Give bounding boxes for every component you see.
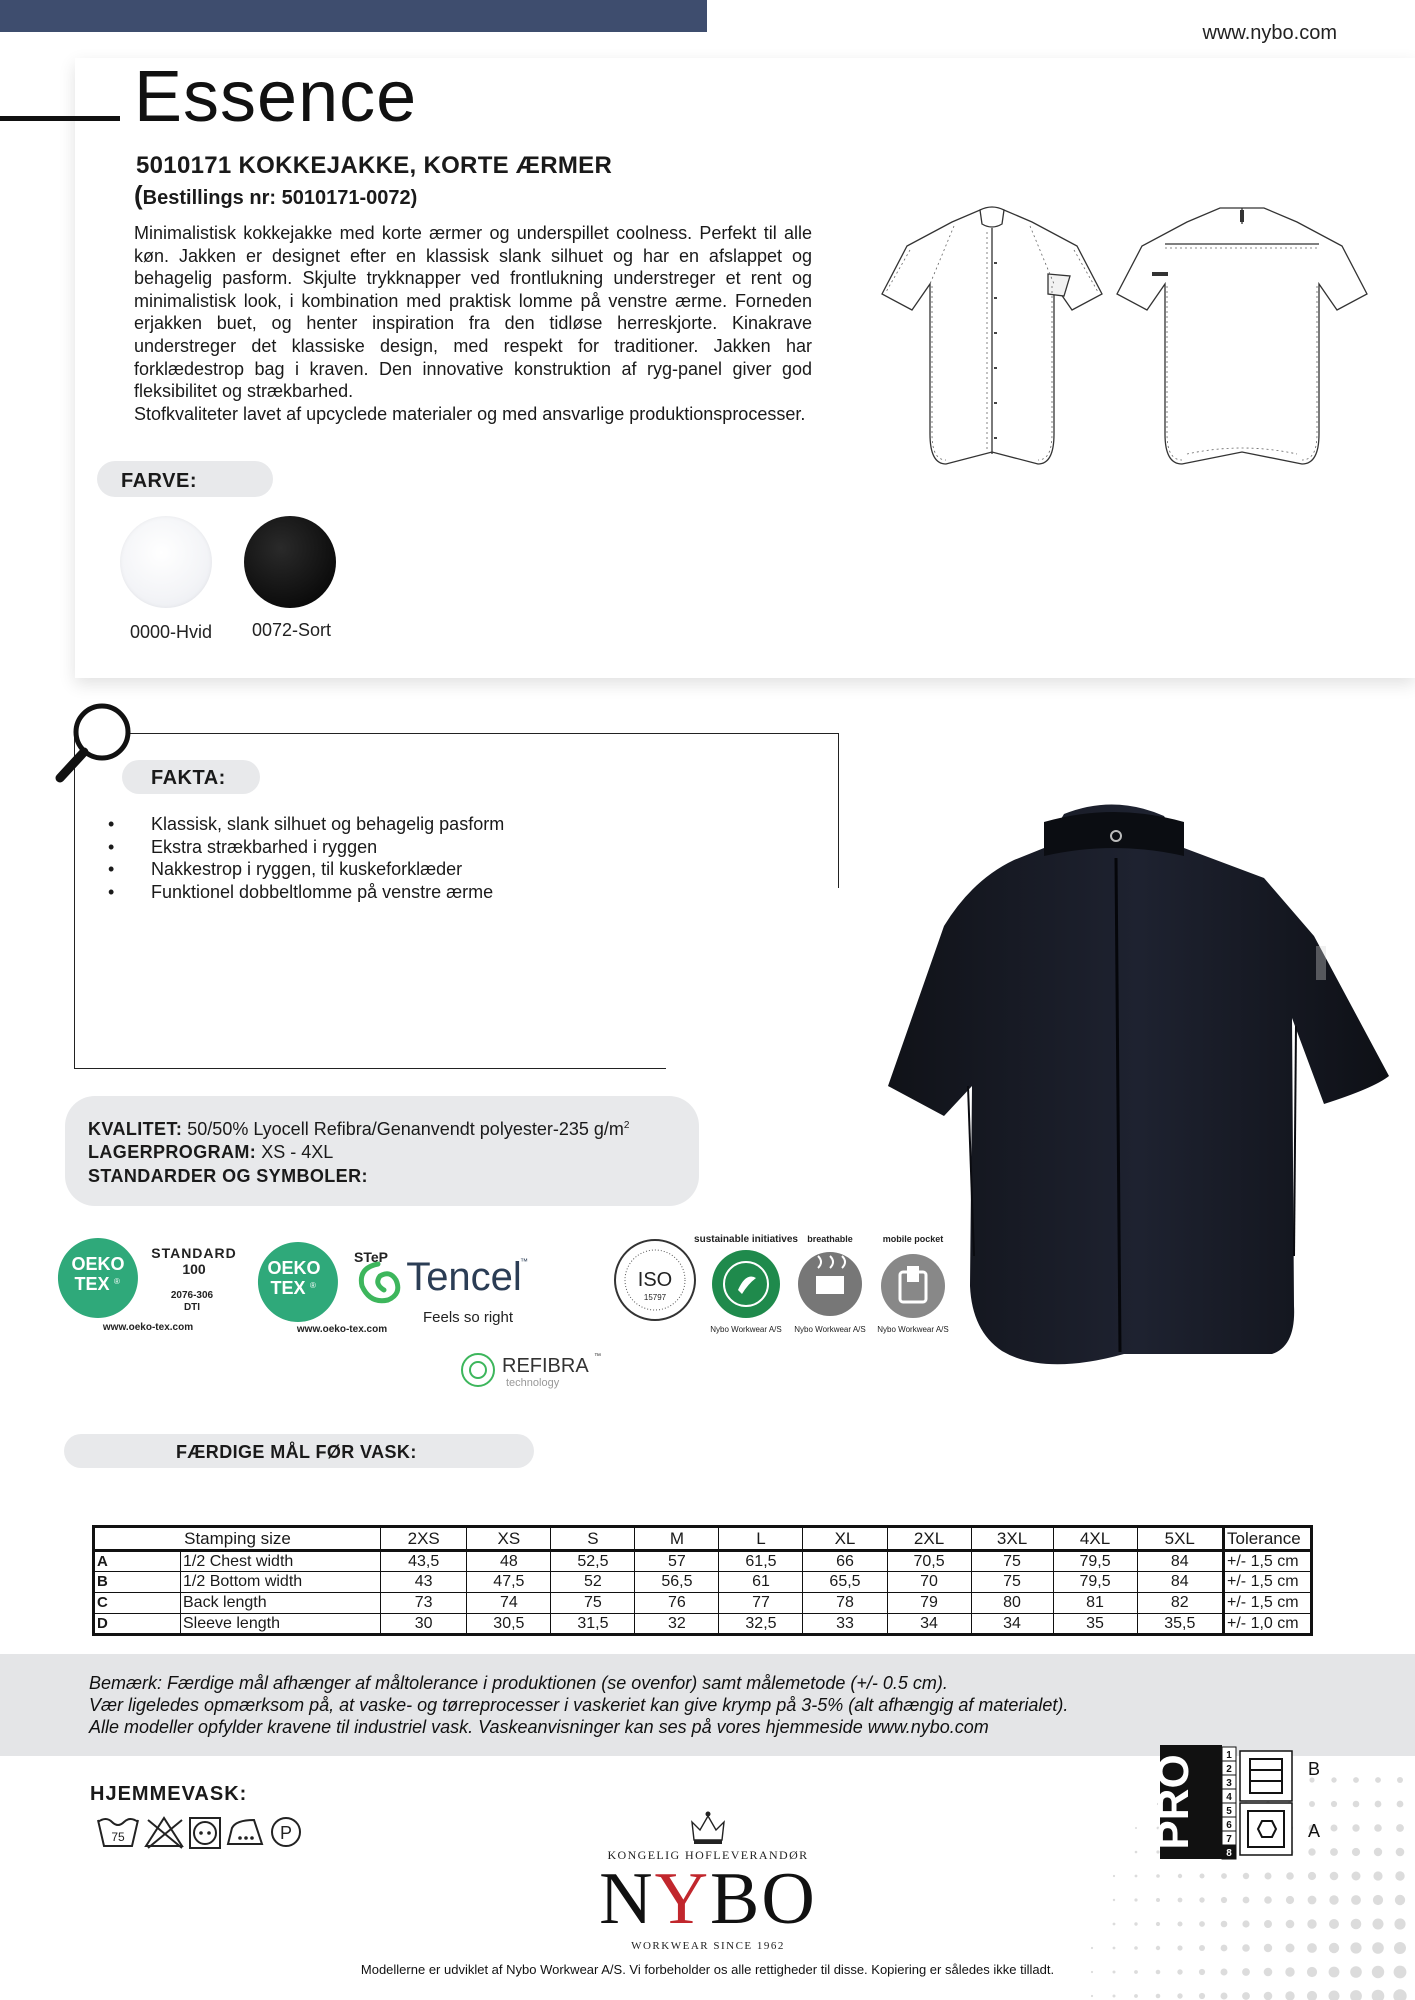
decor-dot (1199, 1897, 1204, 1902)
quality-key: KVALITET: (88, 1119, 183, 1139)
refibra-name: REFIBRA (502, 1355, 589, 1377)
color-name-black: 0072-Sort (252, 620, 332, 640)
decor-dot (1113, 1923, 1116, 1926)
pro-level: 4 (1226, 1792, 1232, 1803)
badge1-top: sustainable initiatives (694, 1234, 798, 1245)
decor-dot (1199, 1921, 1205, 1927)
color-name-white: 0000-Hvid (130, 622, 213, 642)
decor-dot (1199, 1993, 1205, 1999)
cell: 52,5 (551, 1551, 635, 1572)
decor-dot (1375, 1777, 1381, 1783)
cell: 65,5 (803, 1572, 887, 1593)
refibra-logo (462, 1353, 601, 1389)
tencel-tm: ™ (520, 1257, 528, 1266)
decor-dot (1397, 1777, 1403, 1783)
oeko1-brand2: TEX (74, 1274, 110, 1294)
note-line: Alle modeller opfylder kravene til industriel vask. Vaskeanvisninger kan ses på vores hjemmeside www.nybo.com (89, 1717, 989, 1737)
oeko2-brand: OEKO (267, 1258, 321, 1278)
oeko1-url: www.oeko-tex.com (102, 1322, 194, 1333)
tolerance-label: Tolerance (1224, 1527, 1312, 1551)
decor-dot (1243, 1897, 1250, 1904)
tencel-logo (361, 1255, 528, 1326)
decor-dot (1113, 1995, 1116, 1998)
row-name: Back length (181, 1593, 381, 1614)
table-row (94, 1614, 1312, 1635)
order-number (134, 180, 417, 211)
decor-dot (1243, 1873, 1249, 1879)
oeko-tex-step-logo (258, 1242, 388, 1335)
pro-level: 5 (1226, 1806, 1232, 1817)
cell: 80 (971, 1593, 1053, 1614)
technical-sketch (842, 202, 1392, 472)
decor-dot (1091, 1947, 1093, 1949)
mobile-pocket-badge (877, 1234, 948, 1334)
decor-dot (1352, 1848, 1360, 1856)
decor-dot (1177, 1945, 1182, 1950)
table-row (94, 1551, 1312, 1572)
size-table-header (94, 1527, 1312, 1551)
size-col: 3XL (971, 1527, 1053, 1551)
decor-dot (1221, 1945, 1228, 1952)
oeko2-reg: ® (310, 1281, 316, 1290)
cell: 35,5 (1137, 1614, 1223, 1635)
cell: 48 (467, 1551, 551, 1572)
decor-dot (1264, 1920, 1272, 1928)
row-key: B (94, 1572, 181, 1593)
cell: 43,5 (381, 1551, 467, 1572)
decor-dot (1329, 1895, 1338, 1904)
decor-dot (1286, 1896, 1294, 1904)
badge1-bottom: Nybo Workwear A/S (710, 1325, 782, 1334)
oeko2-url: www.oeko-tex.com (296, 1324, 388, 1335)
row-key: A (94, 1551, 181, 1572)
cell: 82 (1137, 1593, 1223, 1614)
decor-dot (1396, 1824, 1404, 1832)
cell: 70 (887, 1572, 971, 1593)
royal-supplier-text: KONGELIG HOFLEVERANDØR (607, 1848, 809, 1862)
oeko1-code: 2076-306 (170, 1290, 214, 1301)
quality-line (88, 1119, 629, 1140)
no-bleach-icon (146, 1818, 182, 1848)
decor-dot (1374, 1848, 1382, 1856)
decor-dot (1308, 1896, 1317, 1905)
cell: 52 (551, 1572, 635, 1593)
decor-dot (1221, 1993, 1228, 2000)
size-col: S (551, 1527, 635, 1551)
decor-dot (1113, 1947, 1116, 1950)
size-col: 5XL (1137, 1527, 1223, 1551)
pro-a-label: A (1308, 1821, 1321, 1841)
pro-word: PRO (1149, 1754, 1198, 1850)
cell: 84 (1137, 1551, 1223, 1572)
badge3-bottom: Nybo Workwear A/S (877, 1325, 949, 1334)
cell: 73 (381, 1593, 467, 1614)
cell: 75 (971, 1551, 1053, 1572)
home-wash-label: HJEMMEVASK: (90, 1783, 248, 1805)
decor-dot (1373, 1895, 1383, 1905)
decor-dot (1156, 1874, 1160, 1878)
decor-dot (1091, 1995, 1093, 1997)
iron-icon (228, 1820, 262, 1844)
size-col: 4XL (1053, 1527, 1137, 1551)
decor-dot (1307, 1991, 1317, 2000)
cell: 75 (971, 1572, 1053, 1593)
top-accent-bar (0, 0, 707, 32)
standards-key: STANDARDER OG SYMBOLER: (88, 1166, 368, 1186)
fakta-list (108, 813, 504, 903)
oeko1-brand: OEKO (71, 1254, 125, 1274)
order-paren: ( (134, 180, 143, 210)
cell: 31,5 (551, 1614, 635, 1635)
decor-dot (1375, 1801, 1382, 1808)
size-col: M (635, 1527, 719, 1551)
fakta-item: • Funktionel dobbeltlomme på venstre ærme (108, 881, 504, 904)
color-section-label: FARVE: (97, 461, 273, 497)
cell: 79,5 (1053, 1551, 1137, 1572)
decor-dot (1351, 1895, 1361, 1905)
decor-dot (1221, 1897, 1227, 1903)
title-rule (0, 116, 120, 121)
cell: 75 (551, 1593, 635, 1614)
care-symbols (96, 1812, 320, 1852)
order-number-text: Bestillings nr: 5010171-0072) (142, 187, 418, 209)
size-col: 2XS (381, 1527, 467, 1551)
fakta-frame-gap (830, 888, 850, 1078)
decor-dot (1372, 1990, 1385, 2000)
row-tolerance: +/- 1,5 cm (1224, 1593, 1312, 1614)
dry-clean-p-icon (272, 1818, 300, 1846)
decor-dot (1156, 1994, 1161, 1999)
table-row (94, 1593, 1312, 1614)
breathable-badge (794, 1234, 865, 1334)
row-name: 1/2 Chest width (181, 1551, 381, 1572)
notes (89, 1672, 1068, 1738)
decor-dot (1286, 1872, 1294, 1880)
decor-dot (1351, 1919, 1362, 1930)
row-tolerance: +/- 1,0 cm (1224, 1614, 1312, 1635)
decor-dot (1264, 1944, 1272, 1952)
cell: 79 (887, 1593, 971, 1614)
decor-dot (1353, 1777, 1359, 1783)
stock-key: LAGERPROGRAM: (88, 1142, 257, 1162)
decor-dot (1156, 1898, 1160, 1902)
pro-b-label: B (1308, 1759, 1321, 1779)
copyright-text: Modellerne er udviklet af Nybo Workwear A/S. Vi forbeholder os alle rettigheder til disse. Kopiering er således ikke tilladt. (360, 1962, 1055, 1977)
fakta-item: • Klassisk, slank silhuet og behagelig pasform (108, 813, 504, 836)
cell: 47,5 (467, 1572, 551, 1593)
pro-badge (1149, 1745, 1335, 1863)
logo-letter-accent: Y (654, 1858, 711, 1940)
tencel-tagline: Feels so right (422, 1309, 514, 1326)
decor-dot (1329, 1991, 1340, 2000)
oeko1-reg: ® (114, 1277, 120, 1286)
tencel-name: Tencel (406, 1255, 522, 1299)
cell: 61,5 (719, 1551, 803, 1572)
fakta-frame-bottom (74, 1068, 666, 1069)
cell: 77 (719, 1593, 803, 1614)
decor-dot (1178, 1874, 1182, 1878)
badge3-top: mobile pocket (882, 1234, 944, 1244)
cell: 34 (887, 1614, 971, 1635)
row-key: D (94, 1614, 181, 1635)
tumble-dry-icon (190, 1818, 220, 1848)
product-title: 5010171 KOKKEJAKKE, KORTE ÆRMER (136, 152, 613, 179)
oeko-tex-standard-100-logo (58, 1238, 237, 1333)
stock-value: XS - 4XL (261, 1142, 334, 1162)
logo-letters: BO (710, 1858, 817, 1940)
stock-line (88, 1142, 333, 1163)
decor-dot (1178, 1922, 1183, 1927)
decor-dot (1135, 1851, 1138, 1854)
row-tolerance: +/- 1,5 cm (1224, 1572, 1312, 1593)
pro-level: 6 (1226, 1820, 1232, 1831)
decor-dot (1394, 1942, 1406, 1954)
decor-dot (1329, 1943, 1339, 1953)
decor-dot (1221, 1921, 1228, 1928)
decor-dot (1393, 1989, 1406, 2000)
decor-dot (1396, 1848, 1405, 1857)
decor-dot (1394, 1918, 1405, 1929)
decor-dot (1177, 1993, 1182, 1998)
royal-crown-icon (688, 1810, 728, 1846)
row-key: C (94, 1593, 181, 1614)
iso-number: 15797 (643, 1293, 667, 1302)
decor-dot (1199, 1945, 1205, 1951)
decor-dot (1135, 1875, 1138, 1878)
decor-dot (1264, 1992, 1273, 2000)
cell: 81 (1053, 1593, 1137, 1614)
cell: 32 (635, 1614, 719, 1635)
certification-logos (58, 1228, 958, 1398)
decor-dot (1113, 1875, 1115, 1877)
cell: 78 (803, 1593, 887, 1614)
decor-dot (1264, 1896, 1272, 1904)
decor-dot (1308, 1872, 1316, 1880)
fakta-item: • Nakkestrop i ryggen, til kuskeforklæder (108, 858, 504, 881)
since-text: WORKWEAR SINCE 1962 (631, 1940, 785, 1952)
oeko1-standard: STANDARD (151, 1245, 237, 1261)
description-main: Minimalistisk kokkejakke med korte ærmer og underspillet coolness. Perfekt til alle køn. Jakken er designet efter en klassisk slank silhuet og har en afslappet og behagelig pasform. Skjulte trykknapper ved frontlukning understreger et rent og minimalistisk look, i kombination med praktisk lomme på venstre ærme. Forneden erjakken buet, og henter inspiration fra den tidløse herreskjorte. Kinakrave understreger det klassiske design, med respekt for traditioner. Jakken har forklædestrop bag i kraven. Den innovative konstruktion af ryg-panel giver god fleksibilitet og strækbarhed. (134, 223, 812, 402)
oeko1-number: 100 (182, 1261, 206, 1277)
badge2-bottom: Nybo Workwear A/S (794, 1325, 866, 1334)
size-col: XS (467, 1527, 551, 1551)
decor-dot (1373, 1919, 1384, 1930)
badge2-top: breathable (807, 1234, 853, 1244)
cell: 33 (803, 1614, 887, 1635)
note-line: Bemærk: Færdige mål afhænger af måltolerance i produktionen (se ovenfor) samt målemetode (+/- 0.5 cm). (89, 1673, 948, 1693)
cell: 74 (467, 1593, 551, 1614)
dry-letter: P (279, 1823, 293, 1843)
decor-dot (1134, 1898, 1137, 1901)
decor-dot (1373, 1871, 1382, 1880)
pro-level: 1 (1226, 1750, 1232, 1761)
decor-dot (1307, 1919, 1316, 1928)
row-name: Sleeve length (181, 1614, 381, 1635)
pro-level: 3 (1226, 1778, 1232, 1789)
cell: 30 (381, 1614, 467, 1635)
refibra-tm: ™ (594, 1353, 601, 1360)
decor-dot (1135, 1827, 1137, 1829)
decor-dot (1286, 1944, 1295, 1953)
cell: 84 (1137, 1572, 1223, 1593)
wash-temp: 75 (111, 1830, 125, 1844)
iso-name: ISO (637, 1269, 673, 1291)
refibra-sub: technology (506, 1377, 560, 1389)
decor-dot (1156, 1946, 1160, 1950)
decor-dot (1350, 1990, 1362, 2000)
decor-dot (1178, 1898, 1183, 1903)
size-col: L (719, 1527, 803, 1551)
cell: 70,5 (887, 1551, 971, 1572)
decor-dot (1395, 1871, 1404, 1880)
color-swatch-white[interactable] (120, 516, 212, 608)
decor-dot (1397, 1801, 1404, 1808)
decor-dot (1353, 1801, 1360, 1808)
website-link[interactable]: www.nybo.com (1202, 22, 1337, 44)
iso-15797-logo (615, 1240, 695, 1320)
quality-sup: 2 (623, 1120, 630, 1131)
cell: 61 (719, 1572, 803, 1593)
oeko2-step: STeP (354, 1249, 388, 1265)
decor-dot (1395, 1895, 1405, 1905)
cell: 76 (635, 1593, 719, 1614)
quality-value: 50/50% Lyocell Refibra/Genanvendt polyester-235 g/m (187, 1119, 624, 1139)
description-sustainability: Stofkvaliteter lavet af upcyclede materialer og med ansvarlige produktionsprocesser. (134, 403, 806, 424)
decor-dot (1330, 1872, 1339, 1881)
row-name: 1/2 Bottom width (181, 1572, 381, 1593)
decor-dot (1242, 1944, 1250, 1952)
color-swatch-black[interactable] (244, 516, 336, 608)
decor-dot (1372, 1942, 1384, 1954)
cell: 32,5 (719, 1614, 803, 1635)
fakta-section-label: FAKTA: (122, 760, 260, 794)
decor-dot (1134, 1946, 1138, 1950)
fakta-item: • Ekstra strækbarhed i ryggen (108, 836, 504, 859)
product-description (134, 222, 812, 425)
cell: 79,5 (1053, 1572, 1137, 1593)
pro-level: 7 (1226, 1834, 1232, 1845)
decor-dot (1286, 1920, 1295, 1929)
cell: 56,5 (635, 1572, 719, 1593)
sustainable-badge (694, 1234, 798, 1334)
decor-dot (1352, 1824, 1359, 1831)
decor-dot (1329, 1919, 1339, 1929)
decor-dot (1350, 1942, 1361, 1953)
table-row (94, 1572, 1312, 1593)
decor-dot (1113, 1899, 1115, 1901)
decor-dot (1307, 1943, 1317, 1953)
row-tolerance: +/- 1,5 cm (1224, 1551, 1312, 1572)
decor-dot (1374, 1824, 1382, 1832)
decor-dot (1242, 1920, 1249, 1927)
collection-title: Essence (134, 57, 418, 137)
pro-level: 2 (1226, 1764, 1232, 1775)
logo-letter: N (599, 1858, 655, 1940)
size-table (92, 1525, 1313, 1636)
oeko1-lab: DTI (183, 1302, 201, 1313)
decor-dot (1285, 1991, 1294, 2000)
decor-dot (1242, 1992, 1250, 2000)
cell: 57 (635, 1551, 719, 1572)
size-col: XL (803, 1527, 887, 1551)
note-line: Vær ligeledes opmærksom på, at vaske- og tørreprocesser i vaskeriet kan give krymp på 3-5% (alt afhængig af materialet). (89, 1695, 1069, 1715)
cell: 43 (381, 1572, 467, 1593)
stamping-size-label: Stamping size (94, 1527, 381, 1551)
cell: 30,5 (467, 1614, 551, 1635)
wash-75-icon (98, 1819, 138, 1846)
decor-dot (1352, 1872, 1361, 1881)
oeko2-brand2: TEX (270, 1278, 306, 1298)
nybo-logo (580, 1858, 836, 1940)
cell: 35 (1053, 1614, 1137, 1635)
decor-dot (1265, 1873, 1272, 1880)
pro-level: 8 (1226, 1848, 1232, 1859)
decor-dot (1221, 1873, 1227, 1879)
decor-dot (1200, 1874, 1205, 1879)
cell: 66 (803, 1551, 887, 1572)
measurements-section-label: FÆRDIGE MÅL FØR VASK: (64, 1434, 534, 1468)
size-col: 2XL (887, 1527, 971, 1551)
standards-line (88, 1166, 368, 1187)
decor-dot (1156, 1922, 1160, 1926)
decor-dot (1134, 1922, 1137, 1925)
cell: 34 (971, 1614, 1053, 1635)
product-photo-jacket (884, 786, 1394, 1386)
decor-dot (1134, 1994, 1138, 1998)
